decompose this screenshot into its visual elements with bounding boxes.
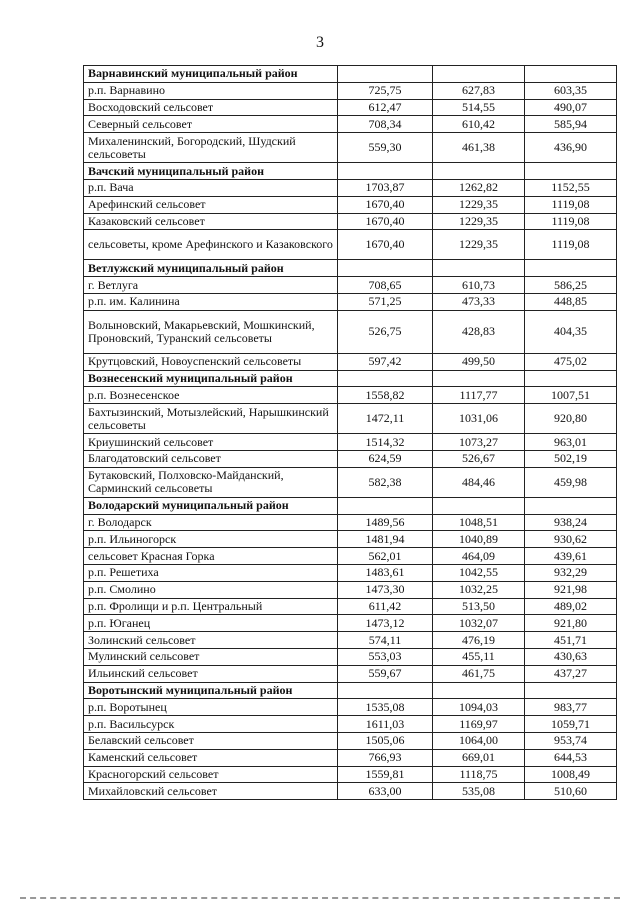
- value-cell-1: 582,38: [338, 467, 433, 497]
- settlement-name: Ильинский сельсовет: [84, 665, 338, 682]
- value-cell-1: 574,11: [338, 632, 433, 649]
- settlement-name: сельсовет Красная Горка: [84, 548, 338, 565]
- value-cell-2: 1064,00: [433, 732, 525, 749]
- district-name: Вачский муниципальный район: [84, 163, 338, 180]
- table-row: [84, 310, 617, 353]
- value-cell-2: 1262,82: [433, 179, 525, 196]
- value-cell-1: 1559,81: [338, 766, 433, 783]
- value-cell-3: 1119,08: [525, 230, 617, 260]
- value-cell-3: 963,01: [525, 434, 617, 451]
- table-row: [84, 434, 617, 451]
- empty-cell: [338, 682, 433, 699]
- value-cell-3: 930,62: [525, 531, 617, 548]
- table-row: [84, 548, 617, 565]
- value-cell-2: 1117,77: [433, 387, 525, 404]
- table-row: [84, 749, 617, 766]
- value-cell-3: 404,35: [525, 310, 617, 353]
- table-row: [84, 665, 617, 682]
- value-cell-1: 1472,11: [338, 404, 433, 434]
- table-row: [84, 387, 617, 404]
- settlement-name: р.п. Воротынец: [84, 699, 338, 716]
- value-cell-1: 553,03: [338, 648, 433, 665]
- value-cell-1: 1670,40: [338, 230, 433, 260]
- district-name: Варнавинский муниципальный район: [84, 66, 338, 83]
- value-cell-1: 559,30: [338, 133, 433, 163]
- value-cell-2: 1073,27: [433, 434, 525, 451]
- value-cell-2: 455,11: [433, 648, 525, 665]
- value-cell-2: 513,50: [433, 598, 525, 615]
- table-row: [84, 179, 617, 196]
- value-cell-1: 526,75: [338, 310, 433, 353]
- value-cell-2: 526,67: [433, 450, 525, 467]
- empty-cell: [338, 370, 433, 387]
- settlement-name: г. Володарск: [84, 514, 338, 531]
- empty-cell: [433, 497, 525, 514]
- value-cell-3: 921,98: [525, 581, 617, 598]
- value-cell-3: 932,29: [525, 564, 617, 581]
- value-cell-2: 1032,25: [433, 581, 525, 598]
- empty-cell: [338, 497, 433, 514]
- settlement-name: Бахтызинский, Мотызлейский, Нарышкинский сельсоветы: [84, 404, 338, 434]
- value-cell-1: 1505,06: [338, 732, 433, 749]
- table-row: [84, 648, 617, 665]
- empty-cell: [525, 66, 617, 83]
- value-cell-3: 983,77: [525, 699, 617, 716]
- table-row: [84, 732, 617, 749]
- value-cell-3: 430,63: [525, 648, 617, 665]
- value-cell-3: 510,60: [525, 783, 617, 800]
- value-cell-3: 938,24: [525, 514, 617, 531]
- value-cell-2: 1229,35: [433, 213, 525, 230]
- value-cell-3: 489,02: [525, 598, 617, 615]
- settlement-name: р.п. Варнавино: [84, 82, 338, 99]
- value-cell-3: 920,80: [525, 404, 617, 434]
- value-cell-1: 597,42: [338, 353, 433, 370]
- district-name: Володарский муниципальный район: [84, 497, 338, 514]
- empty-cell: [433, 370, 525, 387]
- value-cell-3: 953,74: [525, 732, 617, 749]
- district-header-row: [84, 370, 617, 387]
- value-cell-2: 1169,97: [433, 716, 525, 733]
- value-cell-3: 490,07: [525, 99, 617, 116]
- value-cell-1: 1483,61: [338, 564, 433, 581]
- value-cell-2: 484,46: [433, 467, 525, 497]
- table-row: [84, 514, 617, 531]
- value-cell-1: 725,75: [338, 82, 433, 99]
- empty-cell: [525, 163, 617, 180]
- table-row: [84, 404, 617, 434]
- settlement-name: р.п. Смолино: [84, 581, 338, 598]
- value-cell-2: 514,55: [433, 99, 525, 116]
- value-cell-3: 1152,55: [525, 179, 617, 196]
- value-cell-1: 1670,40: [338, 196, 433, 213]
- value-cell-1: 571,25: [338, 293, 433, 310]
- empty-cell: [433, 163, 525, 180]
- table-row: [84, 99, 617, 116]
- value-cell-3: 603,35: [525, 82, 617, 99]
- table-row: [84, 615, 617, 632]
- value-cell-2: 1229,35: [433, 230, 525, 260]
- settlement-name: Криушинский сельсовет: [84, 434, 338, 451]
- value-cell-1: 1514,32: [338, 434, 433, 451]
- district-header-row: [84, 497, 617, 514]
- value-cell-1: 1670,40: [338, 213, 433, 230]
- empty-cell: [433, 682, 525, 699]
- value-cell-3: 436,90: [525, 133, 617, 163]
- table-row: [84, 467, 617, 497]
- value-cell-3: 439,61: [525, 548, 617, 565]
- empty-cell: [525, 260, 617, 277]
- value-cell-1: 612,47: [338, 99, 433, 116]
- settlement-name: р.п. Ильиногорск: [84, 531, 338, 548]
- value-cell-3: 437,27: [525, 665, 617, 682]
- value-cell-2: 1118,75: [433, 766, 525, 783]
- value-cell-1: 1611,03: [338, 716, 433, 733]
- value-cell-1: 1703,87: [338, 179, 433, 196]
- value-cell-2: 610,42: [433, 116, 525, 133]
- value-cell-2: 1032,07: [433, 615, 525, 632]
- table-row: [84, 581, 617, 598]
- table-row: [84, 699, 617, 716]
- value-cell-2: 461,38: [433, 133, 525, 163]
- settlement-name: Северный сельсовет: [84, 116, 338, 133]
- settlement-name: Белавский сельсовет: [84, 732, 338, 749]
- settlement-name: Арефинский сельсовет: [84, 196, 338, 213]
- table-row: [84, 531, 617, 548]
- settlement-name: р.п. Вознесенское: [84, 387, 338, 404]
- value-cell-1: 611,42: [338, 598, 433, 615]
- settlement-name: р.п. Васильсурск: [84, 716, 338, 733]
- table-row: [84, 564, 617, 581]
- table-row: [84, 353, 617, 370]
- value-cell-1: 559,67: [338, 665, 433, 682]
- table-row: [84, 277, 617, 294]
- value-cell-3: 921,80: [525, 615, 617, 632]
- settlement-name: Восходовский сельсовет: [84, 99, 338, 116]
- value-cell-2: 1031,06: [433, 404, 525, 434]
- value-cell-3: 475,02: [525, 353, 617, 370]
- empty-cell: [433, 66, 525, 83]
- table-row: [84, 632, 617, 649]
- value-cell-3: 502,19: [525, 450, 617, 467]
- settlement-name: Михаленинский, Богородский, Шудский сельсоветы: [84, 133, 338, 163]
- settlement-name: Благодатовский сельсовет: [84, 450, 338, 467]
- settlement-name: Мулинский сельсовет: [84, 648, 338, 665]
- settlement-name: р.п. Вача: [84, 179, 338, 196]
- value-cell-1: 1558,82: [338, 387, 433, 404]
- value-cell-1: 1481,94: [338, 531, 433, 548]
- value-cell-2: 499,50: [433, 353, 525, 370]
- value-cell-3: 585,94: [525, 116, 617, 133]
- value-cell-2: 627,83: [433, 82, 525, 99]
- value-cell-2: 473,33: [433, 293, 525, 310]
- value-cell-3: 459,98: [525, 467, 617, 497]
- value-cell-3: 1059,71: [525, 716, 617, 733]
- value-cell-1: 624,59: [338, 450, 433, 467]
- page-number: 3: [316, 34, 324, 51]
- value-cell-1: 708,65: [338, 277, 433, 294]
- value-cell-2: 669,01: [433, 749, 525, 766]
- value-cell-1: 562,01: [338, 548, 433, 565]
- value-cell-3: 1008,49: [525, 766, 617, 783]
- value-cell-2: 428,83: [433, 310, 525, 353]
- settlement-name: Золинский сельсовет: [84, 632, 338, 649]
- table-row: [84, 116, 617, 133]
- value-cell-1: 1473,30: [338, 581, 433, 598]
- table-row: [84, 196, 617, 213]
- settlement-name: Красногорский сельсовет: [84, 766, 338, 783]
- table-row: [84, 766, 617, 783]
- value-cell-1: 708,34: [338, 116, 433, 133]
- district-header-row: [84, 66, 617, 83]
- empty-cell: [338, 66, 433, 83]
- page-bottom-edge: [20, 897, 620, 899]
- table-row: [84, 133, 617, 163]
- table-row: [84, 82, 617, 99]
- value-cell-2: 1048,51: [433, 514, 525, 531]
- settlement-name: Волыновский, Макарьевский, Мошкинский, Проновский, Туранский сельсоветы: [84, 310, 338, 353]
- settlement-name: р.п. Фролищи и р.п. Центральный: [84, 598, 338, 615]
- value-cell-1: 633,00: [338, 783, 433, 800]
- value-cell-3: 448,85: [525, 293, 617, 310]
- settlement-name: Казаковский сельсовет: [84, 213, 338, 230]
- table-row: [84, 450, 617, 467]
- settlement-name: Бутаковский, Полховско-Майданский, Сарминский сельсоветы: [84, 467, 338, 497]
- value-cell-2: 464,09: [433, 548, 525, 565]
- value-cell-3: 1119,08: [525, 213, 617, 230]
- value-cell-2: 610,73: [433, 277, 525, 294]
- value-cell-2: 1040,89: [433, 531, 525, 548]
- value-cell-3: 1007,51: [525, 387, 617, 404]
- table-row: [84, 230, 617, 260]
- table-row: [84, 716, 617, 733]
- settlement-name: Каменский сельсовет: [84, 749, 338, 766]
- value-cell-2: 461,75: [433, 665, 525, 682]
- value-cell-1: 766,93: [338, 749, 433, 766]
- value-cell-2: 1094,03: [433, 699, 525, 716]
- table-row: [84, 598, 617, 615]
- value-cell-2: 535,08: [433, 783, 525, 800]
- settlement-name: Михайловский сельсовет: [84, 783, 338, 800]
- value-cell-2: 1229,35: [433, 196, 525, 213]
- district-name: Ветлужский муниципальный район: [84, 260, 338, 277]
- settlement-name: р.п. им. Калинина: [84, 293, 338, 310]
- table-row: [84, 783, 617, 800]
- empty-cell: [338, 260, 433, 277]
- table-row: [84, 213, 617, 230]
- value-cell-3: 586,25: [525, 277, 617, 294]
- table-row: [84, 293, 617, 310]
- settlement-name: Крутцовский, Новоуспенский сельсоветы: [84, 353, 338, 370]
- district-header-row: [84, 163, 617, 180]
- value-cell-1: 1535,08: [338, 699, 433, 716]
- value-cell-1: 1489,56: [338, 514, 433, 531]
- value-cell-3: 1119,08: [525, 196, 617, 213]
- district-header-row: [84, 682, 617, 699]
- empty-cell: [433, 260, 525, 277]
- settlement-name: р.п. Решетиха: [84, 564, 338, 581]
- settlement-name: сельсоветы, кроме Арефинского и Казаковского: [84, 230, 338, 260]
- empty-cell: [525, 370, 617, 387]
- value-cell-3: 644,53: [525, 749, 617, 766]
- settlement-name: р.п. Юганец: [84, 615, 338, 632]
- district-name: Воротынский муниципальный район: [84, 682, 338, 699]
- empty-cell: [338, 163, 433, 180]
- value-cell-3: 451,71: [525, 632, 617, 649]
- empty-cell: [525, 682, 617, 699]
- district-header-row: [84, 260, 617, 277]
- value-cell-1: 1473,12: [338, 615, 433, 632]
- value-cell-2: 476,19: [433, 632, 525, 649]
- district-name: Вознесенский муниципальный район: [84, 370, 338, 387]
- empty-cell: [525, 497, 617, 514]
- tariff-table: [83, 65, 617, 800]
- settlement-name: г. Ветлуга: [84, 277, 338, 294]
- value-cell-2: 1042,55: [433, 564, 525, 581]
